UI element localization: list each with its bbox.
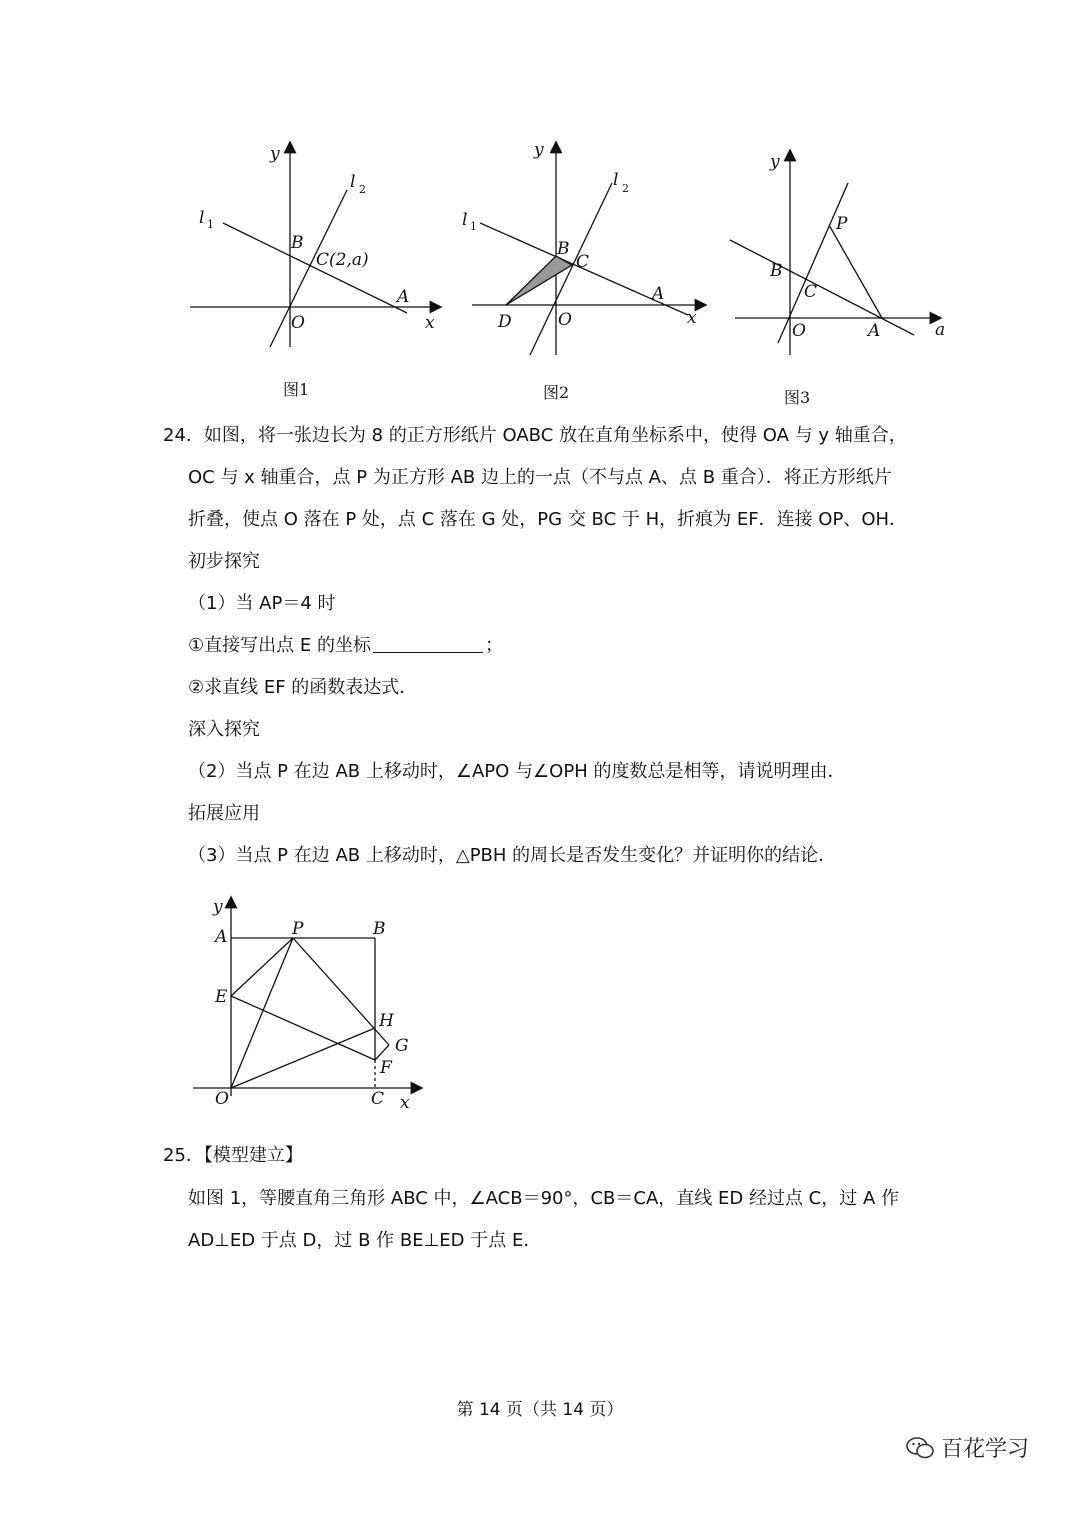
q24-part1b: ②求直线 EF 的函数表达式．	[188, 677, 418, 698]
label-F: F	[380, 1058, 392, 1078]
label-P: P	[292, 919, 304, 939]
label-l1-sub: 1	[207, 218, 214, 231]
label-O: O	[215, 1089, 229, 1109]
caption-fig3: 图3	[784, 388, 811, 407]
label-y: y	[534, 140, 544, 160]
figure-4	[185, 890, 435, 1120]
label-A: A	[215, 927, 228, 947]
q24-part1a-suffix: ；	[484, 635, 503, 656]
label-H: H	[379, 1011, 394, 1031]
figure-2	[460, 135, 730, 410]
label-D: D	[498, 312, 512, 332]
label-l1: l	[462, 210, 468, 230]
label-P: P	[836, 214, 848, 234]
label-B: B	[373, 919, 386, 939]
label-y: y	[770, 152, 780, 172]
label-C: C	[371, 1089, 385, 1109]
label-l2-sub: 2	[622, 182, 629, 195]
figure-1	[185, 135, 455, 410]
q24-line1: 24．如图，将一张边长为 8 的正方形纸片 OABC 放在直角坐标系中，使得 OA 与 y 轴重合，	[163, 425, 907, 446]
label-A: A	[397, 287, 410, 307]
label-O: O	[291, 313, 305, 333]
figure-4-svg	[185, 890, 435, 1120]
q24-line2: OC 与 x 轴重合，点 P 为正方形 AB 边上的一点（不与点 A、点 B 重合）．将正方形纸片	[188, 467, 892, 488]
label-O: O	[792, 321, 806, 341]
q25-title: 25．【模型建立】	[163, 1145, 303, 1166]
label-y: y	[270, 144, 280, 164]
q24-part2: （2）当点 P 在边 AB 上移动时，∠APO 与∠OPH 的度数总是相等，请说明理由．	[188, 761, 846, 782]
watermark	[905, 1432, 1029, 1463]
label-A: A	[652, 284, 665, 304]
shaded-triangle-BCD	[506, 256, 572, 305]
label-l2: l	[613, 170, 619, 190]
label-C: C(2,a)	[316, 250, 369, 270]
segment-PA	[829, 225, 882, 318]
q25-line2: AD⊥ED 于点 D，过 B 作 BE⊥ED 于点 E．	[188, 1230, 542, 1251]
line-l1	[223, 223, 410, 313]
watermark-text: 百花学习	[941, 1437, 1030, 1462]
label-l2: l	[350, 172, 356, 192]
label-l2-sub: 2	[359, 183, 366, 196]
caption-fig2: 图2	[543, 383, 570, 402]
label-B: B	[557, 239, 570, 259]
wechat-icon	[905, 1435, 935, 1461]
figure-1-svg	[185, 135, 455, 410]
q25-line1: 如图 1，等腰直角三角形 ABC 中，∠ACB＝90°，CB＝CA，直线 ED 经过点 C，过 A 作	[188, 1188, 900, 1209]
segment-EP	[231, 938, 293, 996]
label-B: B	[291, 233, 304, 253]
label-B: B	[770, 261, 783, 281]
q24-section-3: 拓展应用	[188, 803, 260, 824]
label-C: C	[576, 252, 590, 272]
figure-3	[730, 145, 945, 415]
q24-part3: （3）当点 P 在边 AB 上移动时，△PBH 的周长是否发生变化？并证明你的结论．	[188, 845, 837, 866]
answer-blank	[373, 634, 483, 653]
line-through-P	[778, 183, 848, 343]
q24-section-2: 深入探究	[188, 719, 260, 740]
label-x: x	[425, 313, 435, 333]
label-x: x	[687, 308, 697, 328]
q24-line3: 折叠，使点 O 落在 P 处，点 C 落在 G 处，PG 交 BC 于 H，折痕为 EF．连接 OP、OH．	[188, 509, 908, 530]
label-x: x	[400, 1093, 410, 1113]
q24-part1a	[188, 634, 503, 658]
page-footer: 第 14 页（共 14 页）	[456, 1400, 624, 1420]
q24-part1: （1）当 AP＝4 时	[188, 593, 336, 614]
figure-3-svg	[730, 145, 945, 415]
line-BA	[730, 240, 914, 335]
label-E: E	[215, 987, 228, 1007]
q24-section-1: 初步探究	[188, 551, 260, 572]
label-x: a	[935, 320, 946, 340]
label-y: y	[213, 897, 223, 917]
label-l1-sub: 1	[470, 220, 477, 233]
q24-part1a-prefix: ①直接写出点 E 的坐标	[188, 635, 371, 656]
label-l1: l	[199, 208, 205, 228]
label-G: G	[395, 1036, 409, 1056]
label-C: C	[804, 282, 818, 302]
caption-fig1: 图1	[283, 380, 310, 399]
label-O: O	[558, 310, 572, 330]
label-A: A	[868, 321, 881, 341]
figure-2-svg	[460, 135, 730, 410]
